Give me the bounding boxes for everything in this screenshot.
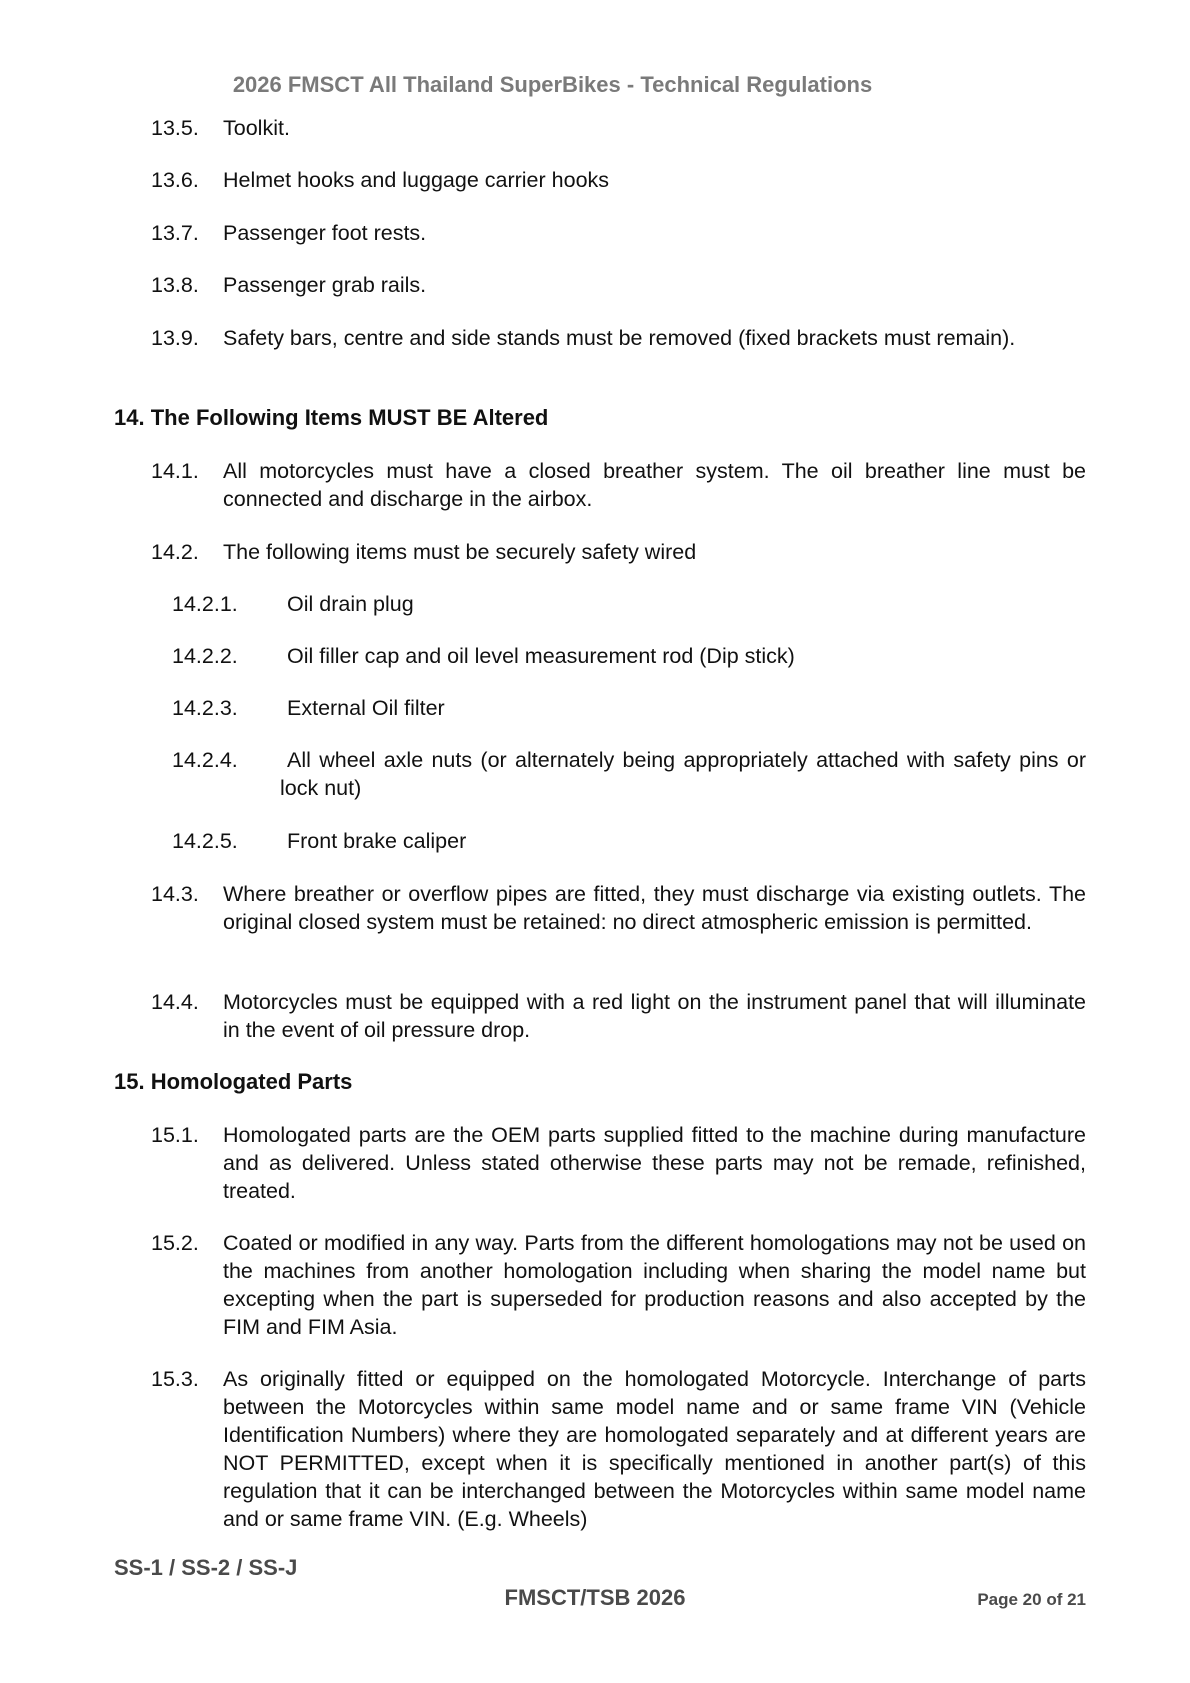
item-number: 14.2.3.: [172, 696, 238, 720]
item-text: Oil drain plug: [287, 592, 414, 616]
item-number: 14.2.4.: [172, 748, 238, 772]
item-text: Where breather or overflow pipes are fitted, they must discharge via existing outlets. The original closed system must be retained: no direct atmospheric emission is permitted.: [223, 882, 1086, 934]
item-number: 14.2.1.: [172, 592, 238, 616]
item-text: All wheel axle nuts (or alternately being appropriately attached with safety pins or lock nut): [280, 748, 1086, 800]
item-number: 13.5.: [151, 116, 199, 140]
item-text: Passenger grab rails.: [223, 273, 427, 297]
item-number: 14.2.5.: [172, 829, 238, 853]
item-text: Safety bars, centre and side stands must be removed (fixed brackets must remain).: [223, 326, 1016, 350]
item-number: 15.1.: [151, 1123, 199, 1147]
section-number: 15.: [114, 1069, 145, 1094]
item-text: Oil filler cap and oil level measurement rod (Dip stick): [287, 644, 795, 668]
item-text: External Oil filter: [287, 696, 445, 720]
item-text: Helmet hooks and luggage carrier hooks: [223, 168, 610, 192]
item-number: 14.2.2.: [172, 644, 238, 668]
section-heading: [114, 404, 548, 432]
item-number: 15.2.: [151, 1231, 199, 1255]
item-number: 15.3.: [151, 1367, 199, 1391]
footer-classes: SS-1 / SS-2 / SS-J: [114, 1555, 298, 1580]
item-text: Motorcycles must be equipped with a red light on the instrument panel that will illuminate in the event of oil pressure drop.: [223, 990, 1086, 1042]
item-number: 13.6.: [151, 168, 199, 192]
item-number: 13.7.: [151, 221, 199, 245]
footer-document-id: FMSCT/TSB 2026: [504, 1585, 686, 1610]
item-text: Front brake caliper: [287, 829, 467, 853]
item-number: 13.9.: [151, 326, 199, 350]
item-number: 14.1.: [151, 459, 199, 483]
item-text: Coated or modified in any way. Parts from the different homologations may not be used on the machines from another homologation including when sharing the model name but excepting when the part is superseded for production reasons and also accepted by the FIM and FIM Asia.: [223, 1231, 1086, 1339]
item-text: The following items must be securely safety wired: [223, 540, 697, 564]
item-text: Toolkit.: [223, 116, 290, 140]
item-text: Homologated parts are the OEM parts supplied fitted to the machine during manufacture and as delivered. Unless stated otherwise these parts may not be remade, refinished, treated.: [223, 1123, 1086, 1203]
item-text: As originally fitted or equipped on the homologated Motorcycle. Interchange of parts between the Motorcycles within same model name and or same frame VIN (Vehicle Identification Numbers) where they are homologated separately and at different years are NOT PERMITTED, except when it is specifically mentioned in another part(s) of this regulation that it can be interchanged between the Motorcycles within same model name and or same frame VIN. (E.g. Wheels): [223, 1367, 1086, 1531]
item-number: 13.8.: [151, 273, 199, 297]
page-number: Page 20 of 21: [977, 1590, 1086, 1609]
item-number: 14.2.: [151, 540, 199, 564]
item-number: 14.3.: [151, 882, 199, 906]
section-title: Homologated Parts: [150, 1069, 353, 1094]
section-heading: [114, 1068, 352, 1096]
section-title: The Following Items MUST BE Altered: [150, 405, 549, 430]
item-text: Passenger foot rests.: [223, 221, 427, 245]
section-number: 14.: [114, 405, 145, 430]
page-header: 2026 FMSCT All Thailand SuperBikes - Technical Regulations: [232, 72, 873, 97]
item-number: 14.4.: [151, 990, 199, 1014]
item-text: All motorcycles must have a closed breather system. The oil breather line must be connected and discharge in the airbox.: [223, 459, 1086, 511]
